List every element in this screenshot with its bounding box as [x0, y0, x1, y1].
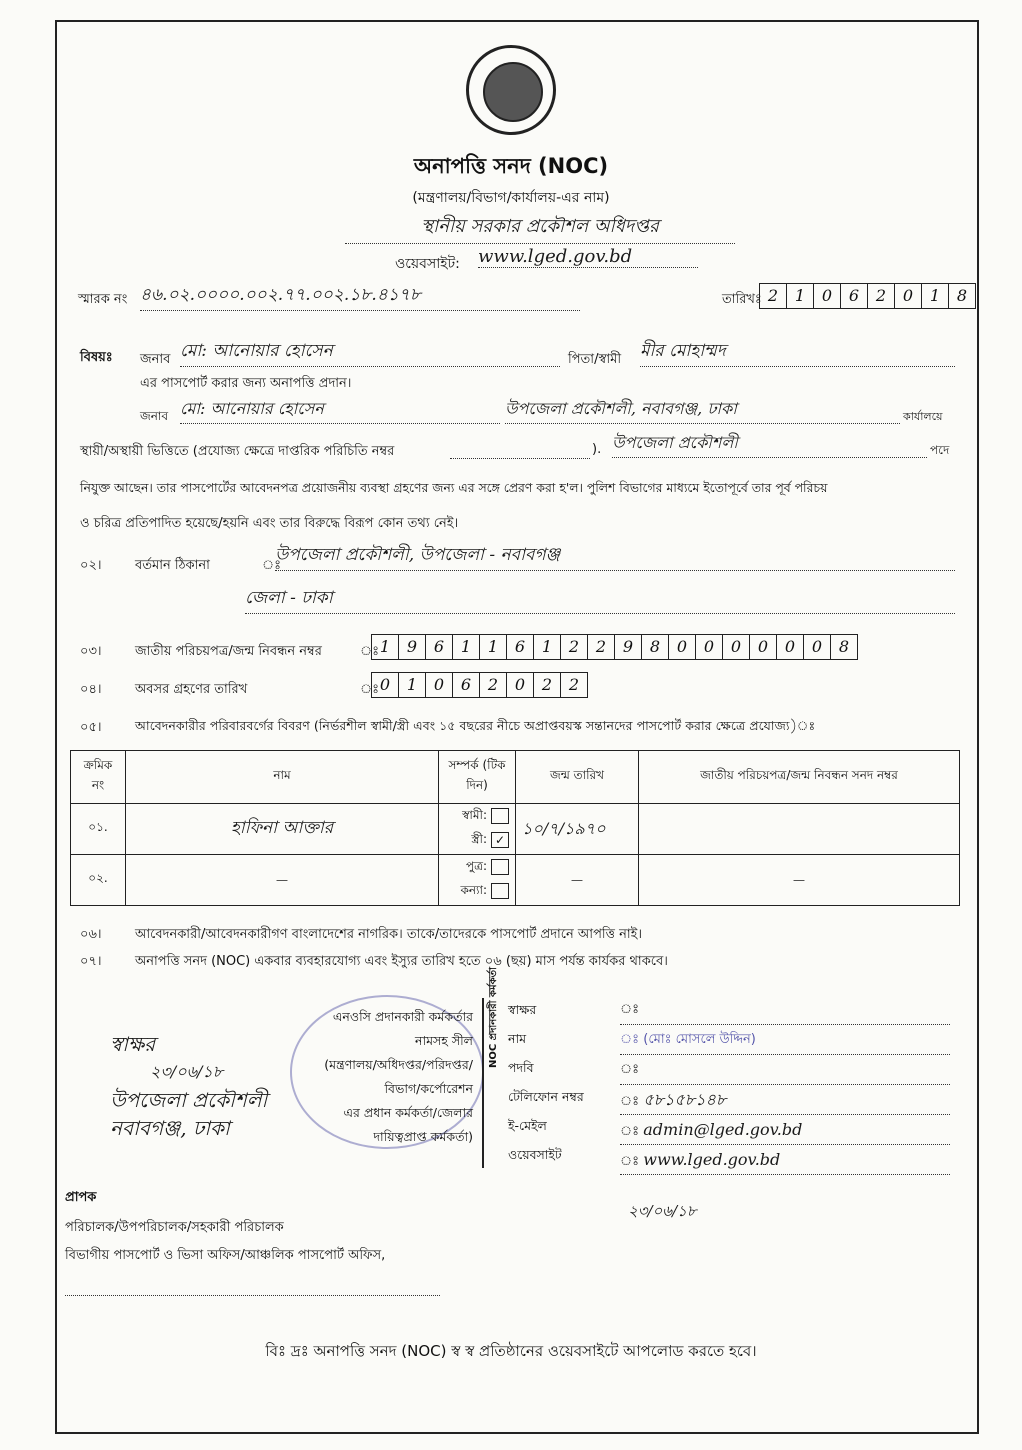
row-relation: [439, 855, 516, 906]
s05-label: আবেদনকারীর পরিবারবর্গের বিবরণ (নির্ভরশীল স্বামী/স্ত্রী এবং ১৫ বছরের নীচে অপ্রাপ্তবয়স্ক সন্তানদের পাসপোর্ট করার ক্ষেত্রে প্রযোজ্য)ঃ: [135, 718, 816, 733]
name-value: (মোঃ মোসলে উদ্দিন): [643, 1032, 756, 1047]
retire-digit: 2: [533, 672, 561, 698]
s03-number: ০৩।: [80, 644, 102, 659]
signatory-label: নামসহ সীল: [415, 1033, 473, 1048]
office-suffix: কার্যালয়ে: [903, 410, 943, 423]
nid-digit: 8: [641, 634, 669, 660]
date-digit: 0: [813, 283, 841, 309]
official-id-blank: [450, 444, 590, 459]
s07-number: ০৭।: [80, 954, 102, 969]
s02-colon: ঃ: [262, 558, 282, 573]
nid-digit: 0: [776, 634, 804, 660]
footnote: বিঃ দ্রঃ অনাপত্তি সনদ (NOC) স্ব স্ব প্রতিষ্ঠানের ওয়েবসাইটে আপলোড করতে হবে।: [265, 1342, 757, 1360]
signatory-values: ঃ ঃ (মোঃ মোসলে উদ্দিন) ঃ ঃ ৫৮১৫৮১৪৮ ঃ admin@lged.gov.bd ঃ www.lged.gov.bd: [620, 995, 950, 1175]
nid-digit: 0: [695, 634, 723, 660]
subject-name-value: মো: আনোয়ার হোসেন: [180, 338, 560, 367]
s02-address-line1: উপজেলা প্রকৌশলী, উপজেলা - নবাবগঞ্জ: [275, 542, 955, 571]
relation-a-checkbox[interactable]: [491, 808, 509, 824]
date-digit: 2: [759, 283, 787, 309]
col-serial: ক্রমিক নং: [71, 751, 126, 804]
date-label: তারিখঃ: [722, 292, 762, 307]
row-name: হাফিনা আক্তার: [126, 804, 439, 855]
nid-digit: 6: [425, 634, 453, 660]
office-name: স্থানীয় সরকার প্রকৌশল অধিদপ্তর: [345, 212, 735, 244]
date-digit: 1: [921, 283, 949, 309]
relation-b-label: স্ত্রী:: [471, 832, 487, 846]
recipient-line1: পরিচালক/উপপরিচালক/সহকারী পরিচালক: [65, 1220, 284, 1235]
subject-line2: এর পাসপোর্ট করার জন্য অনাপত্তি প্রদান।: [140, 376, 352, 391]
signatory-fields: [508, 995, 584, 1169]
date-digit: 2: [867, 283, 895, 309]
document-subtitle: (মন্ত্রণালয়/বিভাগ/কার্যালয়-এর নাম): [412, 190, 610, 206]
row-nid: [639, 804, 960, 855]
date-digit: 0: [894, 283, 922, 309]
table-row: [71, 804, 960, 855]
nid-digit: 9: [614, 634, 642, 660]
hand-line: নবাবগঞ্জ, ঢাকা: [110, 1116, 230, 1140]
date-digit: 6: [840, 283, 868, 309]
row-relation: [439, 804, 516, 855]
relation-b-label: কন্যা:: [460, 883, 487, 897]
retire-digit: 2: [479, 672, 507, 698]
subject-label: বিষয়ঃ: [80, 350, 113, 365]
s04-colon: ঃ: [360, 682, 380, 697]
post-value: উপজেলা প্রকৌশলী: [612, 430, 927, 458]
date-boxes: [760, 283, 976, 309]
nid-digit: 1: [479, 634, 507, 660]
nid-digit: 6: [506, 634, 534, 660]
row-nid: —: [639, 855, 960, 906]
col-dob: জন্ম তারিখ: [516, 751, 639, 804]
memo-value: ৪৬.০২.০০০০.০০২.৭৭.০০২.১৮.৪১৭৮: [140, 282, 580, 311]
signatory-label: এনওসি প্রদানকারী কর্মকর্তার: [332, 1009, 473, 1024]
phone-value: ৫৮১৫৮১৪৮: [643, 1090, 727, 1109]
document-title: অনাপত্তি সনদ (NOC): [413, 154, 609, 178]
website-value: www.lged.gov.bd: [478, 246, 698, 268]
handwritten-initial-right: ২৩/০৬/১৮: [628, 1202, 697, 1220]
nid-digit: 0: [803, 634, 831, 660]
post-suffix: পদে: [930, 443, 950, 457]
s02-address-line2: জেলা - ঢাকা: [245, 585, 955, 614]
s02-number: ০২।: [80, 558, 102, 573]
signatory-label: দায়িত্বপ্রাপ্ত কর্মকর্তা): [373, 1129, 473, 1144]
s06-number: ০৬।: [80, 927, 102, 942]
retire-digit: 2: [560, 672, 588, 698]
nid-digit: 1: [371, 634, 399, 660]
field-label: স্বাক্ষর: [508, 1002, 537, 1017]
field-label: টেলিফোন নম্বর: [508, 1089, 584, 1104]
nid-digit: 8: [830, 634, 858, 660]
s05-number: ০৫।: [80, 720, 102, 735]
field-label: ওয়েবসাইট: [508, 1147, 562, 1162]
retire-digit: 0: [506, 672, 534, 698]
s04-label: অবসর গ্রহণের তারিখ: [135, 682, 248, 697]
handwritten-signature-left: [110, 1030, 330, 1142]
field-label: পদবি: [508, 1060, 534, 1075]
recipient-blank-line: [65, 1285, 440, 1296]
s04-number: ০৪।: [80, 682, 102, 697]
signatory-left-labels: [305, 1005, 473, 1149]
father-label: পিতা/স্বামী: [568, 352, 622, 367]
nid-digit: 2: [587, 634, 615, 660]
s07-text: অনাপত্তি সনদ (NOC) একবার ব্যবহারযোগ্য এবং ইস্যুর তারিখ হতে ০৬ (ছয়) মাস পর্যন্ত কার্যকর থাকবে।: [135, 954, 668, 969]
col-name: নাম: [126, 751, 439, 804]
website-label: ওয়েবসাইট:: [395, 256, 460, 272]
family-table: [70, 750, 960, 906]
retire-digit: 1: [398, 672, 426, 698]
signatory-label: বিভাগ/কর্পোরেশন: [384, 1081, 473, 1096]
relation-b-checkbox[interactable]: [491, 883, 509, 899]
nid-digit: 0: [668, 634, 696, 660]
memo-label: স্মারক নং: [78, 292, 128, 307]
recipient-label: প্রাপক: [65, 1190, 97, 1205]
row-dob: —: [516, 855, 639, 906]
col-relation: সম্পর্ক (টিক দিন): [439, 751, 516, 804]
seal-emblem-icon: [483, 62, 543, 122]
noc-vertical-label: NOC প্রদানকারী কর্মকর্তা: [488, 967, 499, 1068]
row-dob: ১০/৭/১৯৭০: [516, 804, 639, 855]
government-seal: [466, 45, 556, 135]
field-label: নাম: [508, 1031, 527, 1046]
hand-line: ২৩/০৬/১৮: [150, 1062, 224, 1081]
nid-digit: 2: [560, 634, 588, 660]
relation-a-label: পুত্র:: [465, 859, 487, 873]
row-name: —: [126, 855, 439, 906]
hand-line: উপজেলা প্রকৌশলী: [110, 1088, 268, 1112]
recipient-line2: বিভাগীয় পাসপোর্ট ও ভিসা অফিস/আঞ্চলিক পাসপোর্ট অফিস,: [65, 1248, 386, 1263]
signatory-label: এর প্রধান কর্মকর্তা/জেলার: [343, 1105, 473, 1120]
s02-label: বর্তমান ঠিকানা: [135, 558, 210, 573]
body-line-b: স্থায়ী/অস্থায়ী ভিত্তিতে (প্রযোজ্য ক্ষেত্রে দাপ্তরিক পরিচিতি নম্বর: [80, 444, 395, 459]
body-janab-label: জনাব: [140, 409, 169, 423]
hand-line: স্বাক্ষর: [110, 1032, 156, 1056]
nid-digit: 1: [533, 634, 561, 660]
body-line-b-close: ).: [592, 442, 602, 457]
nid-digit: 0: [749, 634, 777, 660]
s03-label: জাতীয় পরিচয়পত্র/জন্ম নিবন্ধন নম্বর: [135, 644, 322, 659]
retire-digit: 0: [371, 672, 399, 698]
row-serial: ০২.: [71, 855, 126, 906]
website-field-value: www.lged.gov.bd: [643, 1150, 781, 1169]
retire-digit: 6: [452, 672, 480, 698]
noc-vertical-divider: [482, 967, 502, 1168]
relation-a-label: স্বামী:: [462, 808, 487, 822]
nid-digit: 0: [722, 634, 750, 660]
nid-boxes: [372, 634, 858, 660]
row-serial: ০১.: [71, 804, 126, 855]
father-value: মীর মোহাম্মদ: [640, 338, 955, 367]
subject-janab-label: জনাব: [140, 352, 171, 367]
retirement-date-boxes: [372, 672, 588, 698]
body-office-value: উপজেলা প্রকৌশলী, নবাবগঞ্জ, ঢাকা: [505, 396, 900, 424]
body-name-value: মো: আনোয়ার হোসেন: [180, 396, 500, 424]
relation-a-checkbox[interactable]: [491, 859, 509, 875]
date-digit: 8: [948, 283, 976, 309]
relation-b-checkbox[interactable]: ✓: [491, 832, 509, 848]
s06-text: আবেদনকারী/আবেদনকারীগণ বাংলাদেশের নাগরিক। তাকে/তাদেরকে পাসপোর্ট প্রদানে আপত্তি নাই।: [135, 927, 643, 942]
col-nid: জাতীয় পরিচয়পত্র/জন্ম নিবন্ধন সনদ নম্বর: [639, 751, 960, 804]
body-line-d: ও চরিত্র প্রতিপাদিত হয়েছে/হয়নি এবং তার বিরুদ্ধে বিরূপ কোন তথ্য নেই।: [80, 516, 459, 531]
retire-digit: 0: [425, 672, 453, 698]
table-row: [71, 855, 960, 906]
body-line-c: নিযুক্ত আছেন। তার পাসপোর্টের আবেদনপত্র প্রয়োজনীয় ব্যবস্থা গ্রহণের জন্য এর সঙ্গে প্রেরণ করা হ'ল। পুলিশ বিভাগের মাধ্যমে ইতোপূর্বে তার পূর্ব পরিচয়: [80, 480, 828, 495]
nid-digit: 9: [398, 634, 426, 660]
email-value: admin@lged.gov.bd: [643, 1120, 803, 1139]
field-label: ই-মেইল: [508, 1118, 547, 1133]
date-digit: 1: [786, 283, 814, 309]
s03-colon: ঃ: [360, 644, 380, 659]
family-table-header: [71, 751, 960, 804]
signatory-label: (মন্ত্রণালয়/অধিদপ্তর/পরিদপ্তর/: [324, 1057, 473, 1072]
nid-digit: 1: [452, 634, 480, 660]
